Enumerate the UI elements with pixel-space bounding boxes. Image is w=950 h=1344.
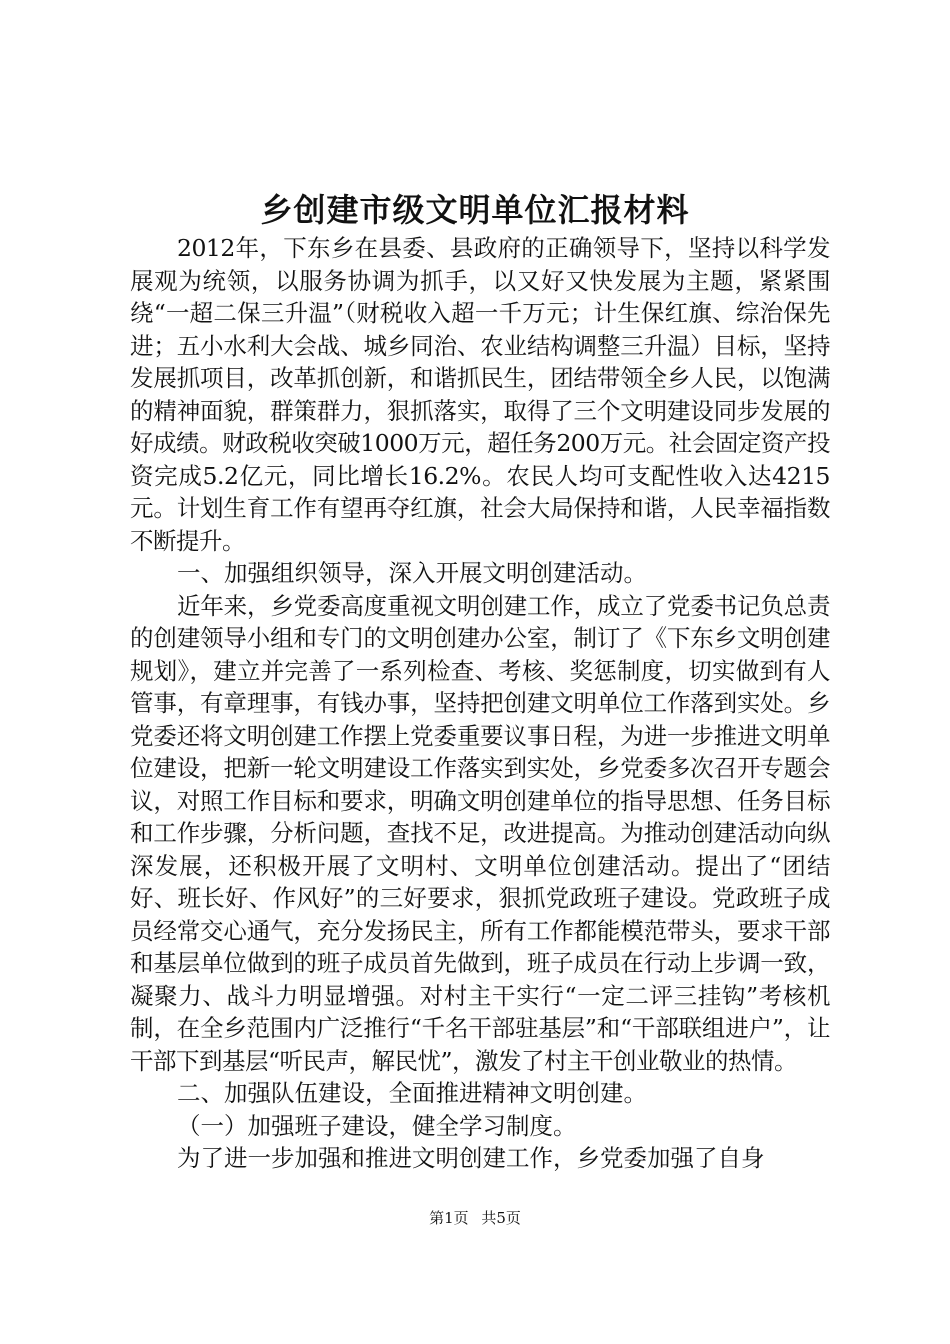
paragraph-intro: 2012年，下东乡在县委、县政府的正确领导下，坚持以科学发展观为统领，以服务协调为抓手，以又好又快发展为主题，紧紧围绕“一超二保三升温”（财税收入超一千万元；计生保红旗、综治保先进；五小水利大会战、城乡同治、农业结构调整三升温）目标，坚持发展抓项目，改革抓创新，和谐抓民生，团结带领全乡人民，以饱满的精神面貌，群策群力，狠抓落实，取得了三个文明建设同步发展的好成绩。财政税收突破1000万元，超任务200万元。社会固定资产投资完成5.2亿元，同比增长16.2%。农民人均可支配性收入达4215元。计划生育工作有望再夺红旗，社会大局保持和谐，人民幸福指数不断提升。 <box>130 234 830 555</box>
paragraph-section-1: 近年来，乡党委高度重视文明创建工作，成立了党委书记负总责的创建领导小组和专门的文明创建办公室，制订了《下东乡文明创建规划》，建立并完善了一系列检查、考核、奖惩制度，切实做到有人管事，有章理事，有钱办事，坚持把创建文明单位工作落到实处。乡党委还将文明创建工作摆上党委重要议事日程，为进一步推进文明单位建设，把新一轮文明建设工作落实到实处，乡党委多次召开专题会议，对照工作目标和要求，明确文明创建单位的指导思想、任务目标和工作步骤，分析问题，查找不足，改进提高。为推动创建活动向纵深发展，还积极开展了文明村、文明单位创建活动。提出了“团结好、班长好、作风好”的三好要求，狠抓党政班子建设。党政班子成员经常交心通气，充分发扬民主，所有工作都能模范带头，要求干部和基层单位做到的班子成员首先做到，班子成员在行动上步调一致，凝聚力、战斗力明显增强。对村主干实行“一定二评三挂钩”考核机制，在全乡范围内广泛推行“千名干部驻基层”和“干部联组进户”，让干部下到基层“听民声，解民忧”，激发了村主干创业敬业的热情。 <box>130 591 830 1075</box>
heading-section-1: 一、加强组织领导，深入开展文明创建活动。 <box>177 559 647 587</box>
heading-section-2: 二、加强队伍建设，全面推进精神文明创建。 <box>177 1079 647 1107</box>
subheading-section-2-1: （一）加强班子建设，健全学习制度。 <box>177 1111 577 1140</box>
page-total: 共5页 <box>481 1209 521 1227</box>
page-footer <box>0 1207 950 1229</box>
document-body <box>130 232 830 1175</box>
page-number: 第1页 <box>429 1209 469 1227</box>
document-title: 乡创建市级文明单位汇报材料 <box>260 191 690 229</box>
paragraph-section-2-1: 为了进一步加强和推进文明创建工作，乡党委加强了自身 <box>177 1144 765 1172</box>
